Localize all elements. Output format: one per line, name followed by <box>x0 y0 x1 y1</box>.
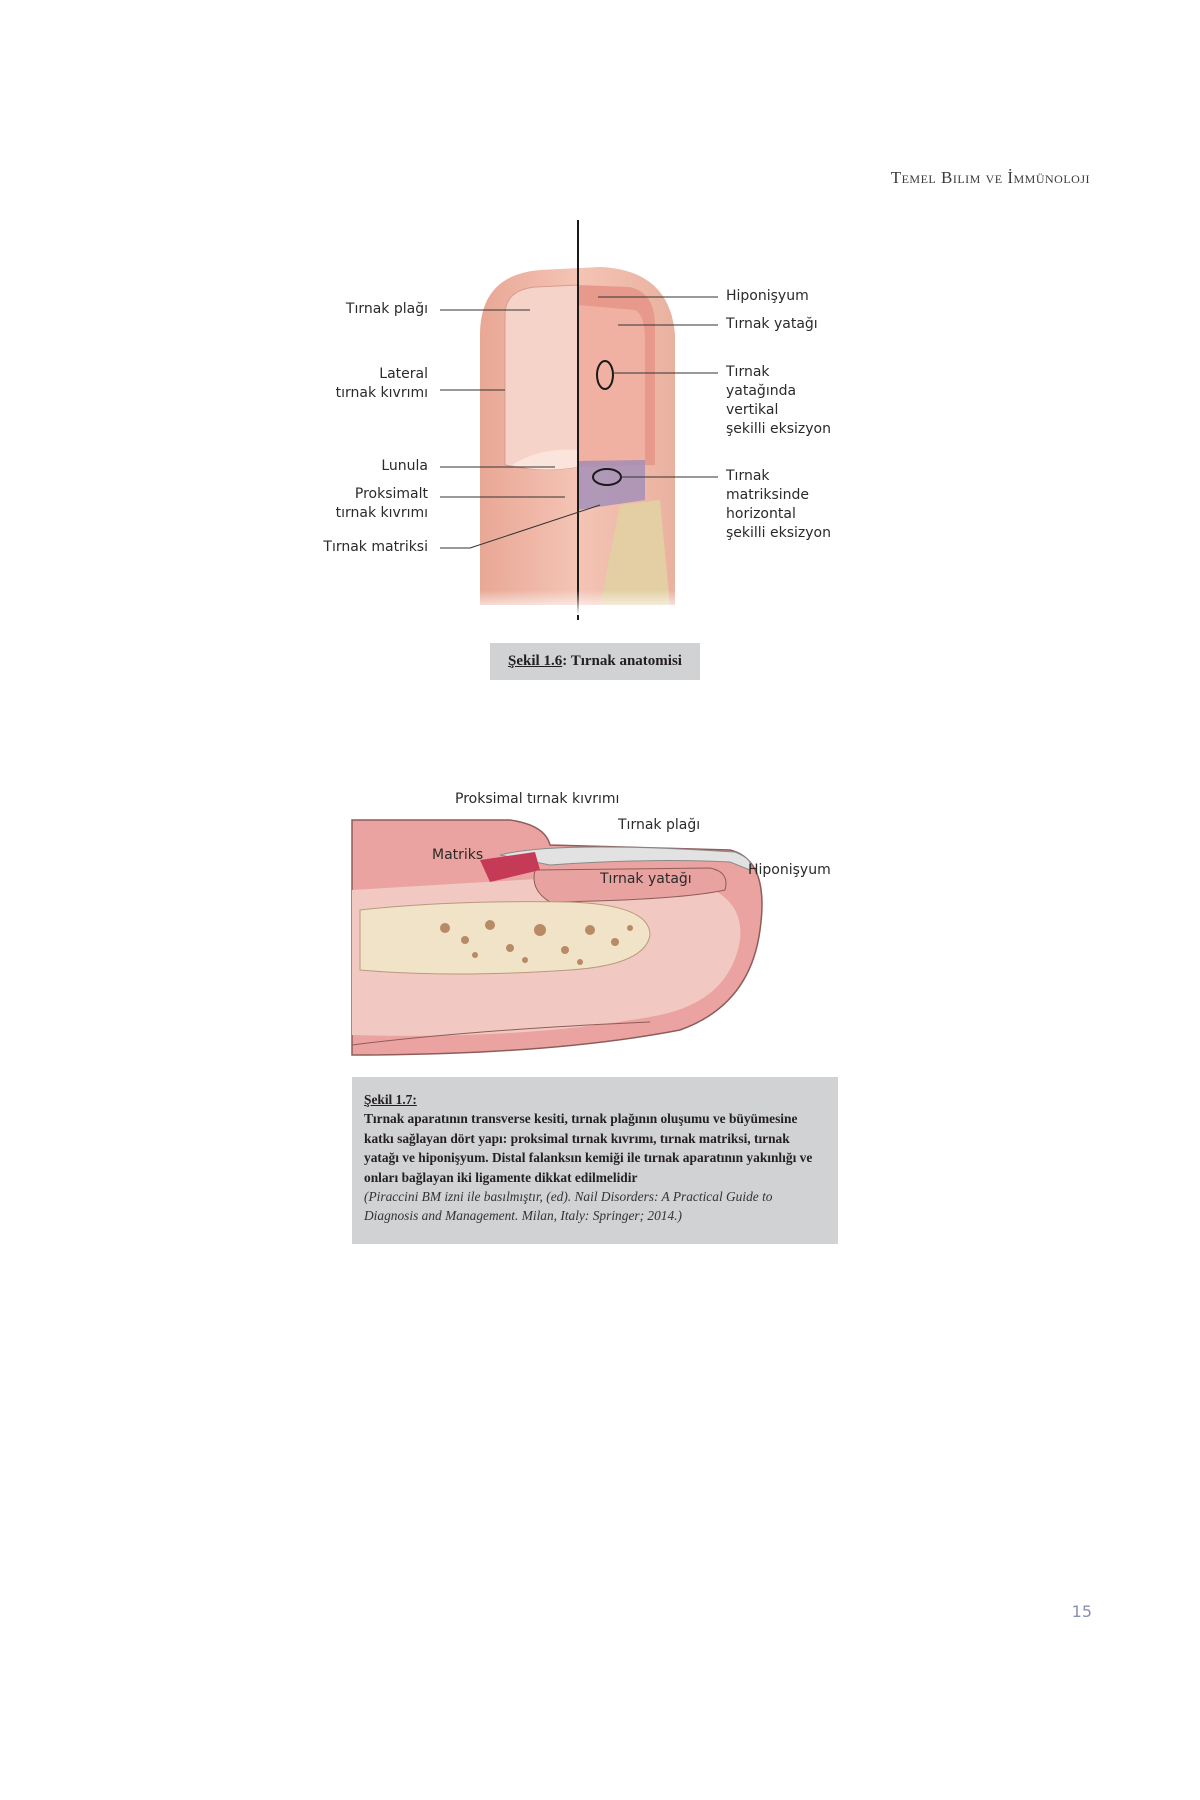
figure-1-7-body: Tırnak aparatının transverse kesiti, tırnak plağının oluşumu ve büyümesine katkı sağlayan dört yapı: proksimal tırnak kıvrımı, tırnak matriksi, tırnak yatağı ve hiponişyum. Distal falanksın kemiği ile tırnak aparatının yakınlığı ve onları bağlayan iki ligamente dikkat edilmelidir <box>364 1111 813 1185</box>
figure-1-6-caption <box>490 643 700 680</box>
page-number: 15 <box>1071 1602 1092 1621</box>
nail-cross-section-illustration <box>350 790 850 1070</box>
label-cs-hyponychium: Hiponişyum <box>748 862 831 878</box>
label-nail-bed: Tırnak yatağı <box>726 316 818 332</box>
label-lunula: Lunula <box>381 458 428 474</box>
figure-nail-anatomy <box>300 215 860 625</box>
figure-1-7-source: (Piraccini BM izni ile basılmıştır, (ed). Nail Disorders: A Practical Guide to Diagnosis and Management. Milan, Italy: Springer; 2014.) <box>364 1189 773 1224</box>
label-vertical-excision: Tırnak yatağında vertikal şekilli eksizyon <box>726 364 831 437</box>
label-horizontal-excision: Tırnak matriksinde horizontal şekilli eksizyon <box>726 468 831 541</box>
figure-nail-cross-section <box>350 790 850 1070</box>
label-cs-matrix: Matriks <box>432 847 484 863</box>
label-lateral-fold: Lateral tırnak kıvrımı <box>335 366 428 401</box>
figure-1-6-number: Şekil 1.6 <box>508 653 563 669</box>
label-nail-matrix: Tırnak matriksi <box>323 539 428 555</box>
label-proximal-fold: Proksimalt tırnak kıvrımı <box>335 486 428 521</box>
label-hyponychium: Hiponişyum <box>726 288 809 304</box>
running-head: Temel Bilim ve İmmünoloji <box>890 168 1090 187</box>
figure-1-7-caption <box>352 1077 838 1244</box>
label-cs-nail-bed: Tırnak yatağı <box>600 871 692 887</box>
figure-1-6-title: : Tırnak anatomisi <box>562 653 682 669</box>
label-nail-plate: Tırnak plağı <box>345 301 428 317</box>
label-cs-proximal-fold: Proksimal tırnak kıvrımı <box>455 791 620 807</box>
label-cs-nail-plate: Tırnak plağı <box>618 817 701 833</box>
figure-1-7-number: Şekil 1.7: <box>364 1092 417 1107</box>
